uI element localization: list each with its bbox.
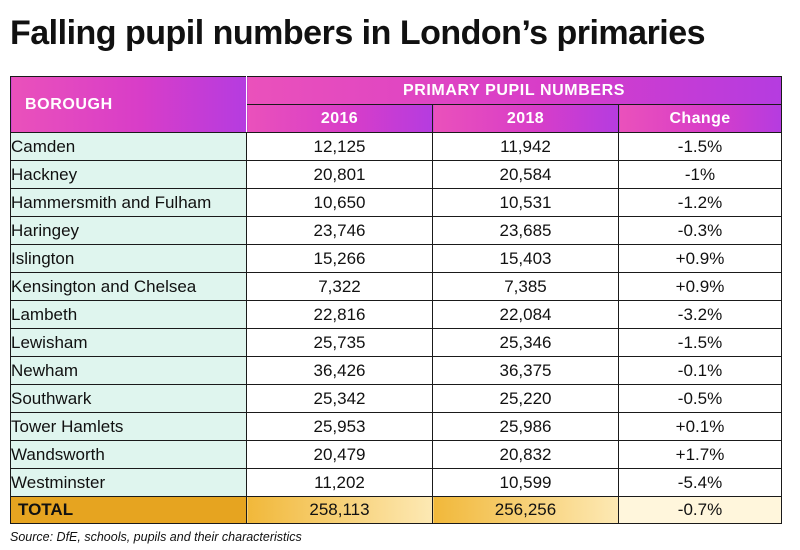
table-row <box>11 161 782 189</box>
total-label-cell: TOTAL <box>11 497 247 524</box>
borough-cell: Hackney <box>11 161 247 189</box>
change-cell: -5.4% <box>619 469 782 497</box>
header-borough: BOROUGH <box>11 77 247 133</box>
value-2016-cell: 15,266 <box>247 245 433 273</box>
table-row <box>11 441 782 469</box>
table-row <box>11 273 782 301</box>
value-2018-cell: 7,385 <box>433 273 619 301</box>
change-cell: -0.5% <box>619 385 782 413</box>
value-2018-cell: 15,403 <box>433 245 619 273</box>
value-2018-cell: 36,375 <box>433 357 619 385</box>
table-row <box>11 413 782 441</box>
borough-cell: Tower Hamlets <box>11 413 247 441</box>
value-2018-cell: 25,986 <box>433 413 619 441</box>
borough-cell: Westminster <box>11 469 247 497</box>
value-2018-cell: 10,599 <box>433 469 619 497</box>
value-2018-cell: 22,084 <box>433 301 619 329</box>
change-cell: -1% <box>619 161 782 189</box>
value-2018-cell: 25,220 <box>433 385 619 413</box>
value-2016-cell: 25,953 <box>247 413 433 441</box>
value-2018-cell: 25,346 <box>433 329 619 357</box>
change-cell: -0.1% <box>619 357 782 385</box>
borough-cell: Hammersmith and Fulham <box>11 189 247 217</box>
borough-cell: Southwark <box>11 385 247 413</box>
change-cell: -3.2% <box>619 301 782 329</box>
value-2016-cell: 36,426 <box>247 357 433 385</box>
borough-cell: Islington <box>11 245 247 273</box>
value-2018-cell: 20,832 <box>433 441 619 469</box>
change-cell: +1.7% <box>619 441 782 469</box>
change-cell: -1.5% <box>619 133 782 161</box>
borough-cell: Wandsworth <box>11 441 247 469</box>
table-header-row <box>11 77 782 105</box>
value-2018-cell: 23,685 <box>433 217 619 245</box>
change-cell: -1.2% <box>619 189 782 217</box>
change-cell: -0.3% <box>619 217 782 245</box>
total-2018-cell: 256,256 <box>433 497 619 524</box>
table-row <box>11 385 782 413</box>
borough-cell: Lambeth <box>11 301 247 329</box>
borough-cell: Haringey <box>11 217 247 245</box>
borough-cell: Camden <box>11 133 247 161</box>
table-row <box>11 357 782 385</box>
table-row <box>11 301 782 329</box>
table-row <box>11 245 782 273</box>
total-2016-cell: 258,113 <box>247 497 433 524</box>
change-cell: -1.5% <box>619 329 782 357</box>
value-2018-cell: 11,942 <box>433 133 619 161</box>
chart-title: Falling pupil numbers in London’s primaries <box>10 14 706 52</box>
borough-cell: Lewisham <box>11 329 247 357</box>
borough-cell: Kensington and Chelsea <box>11 273 247 301</box>
value-2016-cell: 25,735 <box>247 329 433 357</box>
source-note: Source: DfE, schools, pupils and their characteristics <box>10 530 302 544</box>
table-row <box>11 469 782 497</box>
value-2016-cell: 23,746 <box>247 217 433 245</box>
pupil-numbers-table <box>10 76 782 524</box>
change-cell: +0.1% <box>619 413 782 441</box>
value-2016-cell: 20,801 <box>247 161 433 189</box>
value-2018-cell: 10,531 <box>433 189 619 217</box>
table-row <box>11 133 782 161</box>
header-primary-pupil-numbers: PRIMARY PUPIL NUMBERS <box>247 77 782 105</box>
header-2018: 2018 <box>433 105 619 133</box>
value-2018-cell: 20,584 <box>433 161 619 189</box>
table-row <box>11 189 782 217</box>
value-2016-cell: 7,322 <box>247 273 433 301</box>
value-2016-cell: 20,479 <box>247 441 433 469</box>
value-2016-cell: 25,342 <box>247 385 433 413</box>
borough-cell: Newham <box>11 357 247 385</box>
table-row <box>11 217 782 245</box>
value-2016-cell: 12,125 <box>247 133 433 161</box>
table-row <box>11 329 782 357</box>
total-row <box>11 497 782 524</box>
value-2016-cell: 11,202 <box>247 469 433 497</box>
total-change-cell: -0.7% <box>619 497 782 524</box>
value-2016-cell: 22,816 <box>247 301 433 329</box>
change-cell: +0.9% <box>619 245 782 273</box>
header-2016: 2016 <box>247 105 433 133</box>
change-cell: +0.9% <box>619 273 782 301</box>
value-2016-cell: 10,650 <box>247 189 433 217</box>
header-change: Change <box>619 105 782 133</box>
